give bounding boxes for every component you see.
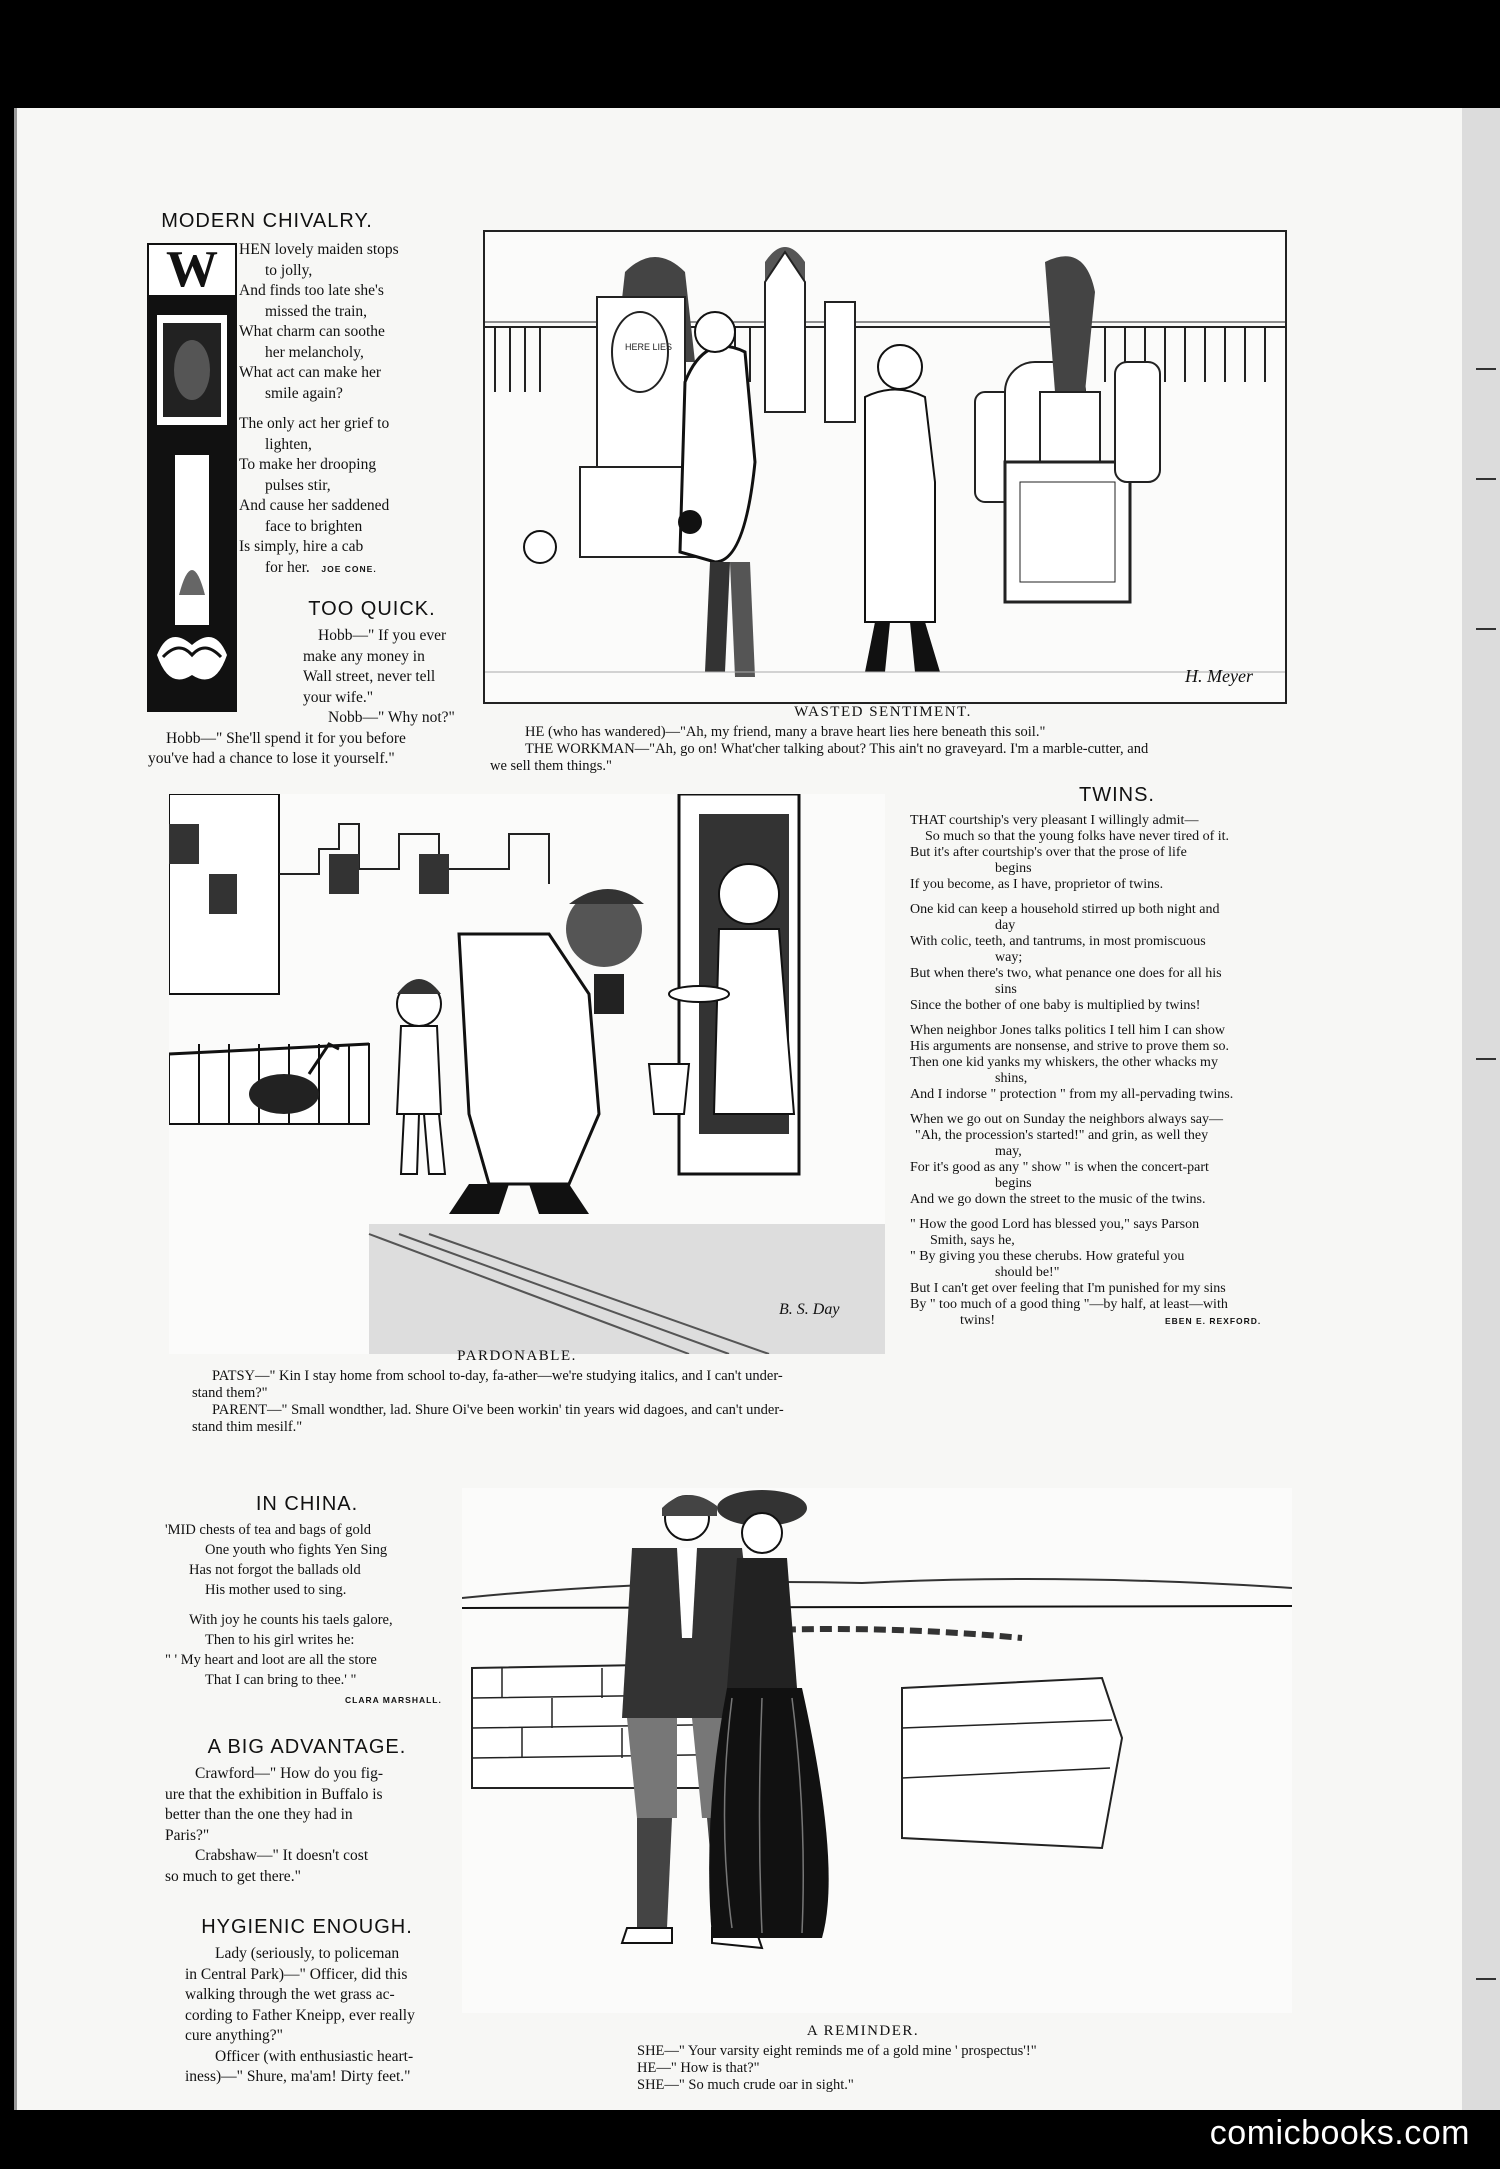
poem-line: His mother used to sing. <box>205 1582 347 1598</box>
caption-line: SHE—" So much crude oar in sight." <box>637 2077 854 2093</box>
author-credit: JOE CONE. <box>321 563 377 574</box>
dropcap-letter: W <box>149 245 235 295</box>
poem-line: One youth who fights Yen Sing <box>205 1542 388 1558</box>
dialogue-line: Lady (seriously, to policeman <box>215 1945 400 1962</box>
poem-line: To make her drooping <box>239 456 377 473</box>
poem-line: When neighbor Jones talks politics I tell him I can show <box>910 1023 1225 1038</box>
dialogue-line: ure that the exhibition in Buffalo is <box>165 1785 383 1803</box>
wasted-sentiment-title: WASTED SENTIMENT. <box>794 704 972 720</box>
caption-line: THE WORKMAN—"Ah, go on! What'cher talking about? This ain't no graveyard. I'm a marble-cutter, and <box>525 741 1149 757</box>
too-quick-text <box>148 626 488 770</box>
poem-line: Is simply, hire a cab <box>239 538 364 555</box>
poem-line: " ' My heart and loot are all the store <box>165 1652 377 1668</box>
pardonable-caption <box>192 1368 912 1436</box>
poem-line: way; <box>995 950 1023 965</box>
caption-line: stand thim mesilf." <box>192 1419 303 1435</box>
poem-line: But it's after courtship's over that the prose of life <box>910 845 1187 860</box>
caption-line: SHE—" Your varsity eight reminds me of a gold mine ' prospectus'!" <box>637 2043 1037 2059</box>
wasted-sentiment-illustration <box>483 230 1287 704</box>
caption-line: PARENT—" Small wondther, lad. Shure Oi've been workin' tin years wid dagoes, and can't under- <box>212 1402 784 1418</box>
dialogue-line: Crabshaw—" It doesn't cost <box>195 1847 369 1864</box>
twins-poem <box>910 813 1330 1329</box>
reminder-title: A REMINDER. <box>806 2023 920 2039</box>
big-advantage-text <box>165 1764 465 1887</box>
poem-line: HEN lovely maiden stops <box>239 241 399 258</box>
in-china-title: IN CHINA. <box>255 1493 359 1515</box>
reminder-caption <box>637 2043 1277 2094</box>
modern-chivalry-poem <box>239 240 484 579</box>
caption-line: HE (who has wandered)—"Ah, my friend, many a brave heart lies here beneath this soil." <box>525 724 1046 740</box>
pardonable-illustration <box>169 794 885 1354</box>
poem-line: The only act her grief to <box>239 415 390 432</box>
poem-line: twins! EBEN E. REXFORD. <box>960 1313 1262 1328</box>
artist-signature: H. Meyer <box>1185 666 1253 686</box>
twins-title: TWINS. <box>1079 784 1155 806</box>
poem-line: If you become, as I have, proprietor of twins. <box>910 877 1164 892</box>
caption-line: PATSY—" Kin I stay home from school to-day, fa-ather—we're studying italics, and I can't under- <box>212 1368 783 1384</box>
poem-line: Smith, says he, <box>930 1233 1015 1248</box>
poem-line: And we go down the street to the music of the twins. <box>910 1192 1206 1207</box>
poem-line: THAT courtship's very pleasant I willingly admit— <box>910 813 1199 828</box>
poem-line: missed the train, <box>265 302 368 320</box>
dialogue-line: walking through the wet grass ac- <box>185 1986 395 2003</box>
poem-line: Since the bother of one baby is multiplied by twins! <box>910 998 1201 1013</box>
dialogue-line: iness)—" Shure, ma'am! Dirty feet." <box>185 2068 411 2085</box>
dialogue-line: Hobb—" If you ever <box>318 627 447 644</box>
poem-line: And I indorse " protection " from my all-pervading twins. <box>910 1087 1234 1102</box>
dialogue-line: Nobb—" Why not?" <box>328 709 455 726</box>
poem-line: face to brighten <box>265 517 363 535</box>
caption-line: HE—" How is that?" <box>637 2060 760 2076</box>
in-china-poem <box>165 1520 465 1710</box>
poem-line: for her. JOE CONE. <box>265 558 377 576</box>
dialogue-line: you've had a chance to lose it yourself." <box>148 750 395 767</box>
pardonable-title: PARDONABLE. <box>457 1348 577 1364</box>
poem-line: pulses stir, <box>265 476 331 494</box>
author-credit: CLARA MARSHALL. <box>345 1695 442 1705</box>
dialogue-line: in Central Park)—" Officer, did this <box>185 1965 408 1983</box>
poem-line: " By giving you these cherubs. How grateful you <box>910 1249 1185 1264</box>
hygienic-enough-text <box>165 1944 465 2088</box>
poem-line: should be!" <box>995 1265 1060 1280</box>
poem-line: begins <box>995 1176 1032 1191</box>
poem-line: lighten, <box>265 435 312 453</box>
poem-line: begins <box>995 861 1032 876</box>
big-advantage-title: A BIG ADVANTAGE. <box>207 1736 407 1758</box>
poem-line: And cause her saddened <box>239 497 390 514</box>
poem-line: day <box>995 918 1016 933</box>
adjacent-page-edge <box>1462 108 1500 2110</box>
poem-line: to jolly, <box>265 261 313 279</box>
too-quick-title: TOO QUICK. <box>308 598 436 620</box>
caption-line: stand them?" <box>192 1385 268 1401</box>
poem-line: When we go out on Sunday the neighbors always say— <box>910 1112 1223 1127</box>
poem-line: Has not forgot the ballads old <box>189 1562 361 1578</box>
poem-line: One kid can keep a household stirred up both night and <box>910 902 1220 917</box>
poem-line: But when there's two, what penance one does for all his <box>910 966 1222 981</box>
dialogue-line: make any money in <box>303 647 425 665</box>
hygienic-enough-title: HYGIENIC ENOUGH. <box>201 1916 413 1938</box>
poem-line: That I can bring to thee.' " <box>205 1672 357 1688</box>
dialogue-line: your wife." <box>303 688 374 706</box>
site-watermark: comicbooks.com <box>1209 2114 1470 2152</box>
wasted-sentiment-caption <box>490 724 1340 775</box>
poem-line: Then one kid yanks my whiskers, the other whacks my <box>910 1055 1218 1070</box>
poem-line: " How the good Lord has blessed you," says Parson <box>910 1217 1200 1232</box>
poem-line: Then to his girl writes he: <box>205 1632 355 1648</box>
poem-line: And finds too late she's <box>239 282 384 299</box>
poem-line: So much so that the young folks have never tired of it. <box>925 829 1230 844</box>
poem-line: her melancholy, <box>265 343 364 361</box>
poem-line: What charm can soothe <box>239 323 385 340</box>
dialogue-line: cording to Father Kneipp, ever really <box>185 2006 415 2024</box>
dialogue-line: Crawford—" How do you fig- <box>195 1765 383 1782</box>
artist-signature: B. S. Day <box>779 1301 840 1318</box>
poem-line: smile again? <box>265 384 343 402</box>
poem-line: With colic, teeth, and tantrums, in most promiscuous <box>910 934 1206 949</box>
dialogue-line: cure anything?" <box>185 2027 283 2044</box>
dialogue-line: so much to get there." <box>165 1867 301 1885</box>
tombstone-inscription: HERE LIES <box>625 342 673 352</box>
poem-line: 'MID chests of tea and bags of gold <box>165 1522 371 1538</box>
poem-line: may, <box>995 1144 1022 1159</box>
poem-line: sins <box>995 982 1017 997</box>
poem-line: His arguments are nonsense, and strive to prove them so. <box>910 1039 1229 1054</box>
reminder-illustration <box>462 1488 1292 2013</box>
modern-chivalry-title: MODERN CHIVALRY. <box>161 210 373 232</box>
poem-line: "Ah, the procession's started!" and grin, as well they <box>915 1128 1209 1143</box>
poem-line: By " too much of a good thing "—by half, at least—with <box>910 1297 1228 1312</box>
poem-line: But I can't get over feeling that I'm punished for my sins <box>910 1281 1226 1296</box>
poem-line: For it's good as any " show " is when the concert-part <box>910 1160 1209 1175</box>
caption-line: we sell them things." <box>490 758 612 774</box>
author-credit: EBEN E. REXFORD. <box>1165 1316 1262 1326</box>
magazine-page <box>14 108 1463 2110</box>
dialogue-line: Hobb—" She'll spend it for you before <box>166 729 406 747</box>
dialogue-line: Officer (with enthusiastic heart- <box>215 2047 414 2065</box>
poem-line: shins, <box>995 1071 1028 1086</box>
dialogue-line: Paris?" <box>165 1826 210 1844</box>
dialogue-line: better than the one they had in <box>165 1806 353 1823</box>
poem-line: What act can make her <box>239 364 381 381</box>
poem-line: With joy he counts his taels galore, <box>189 1612 393 1628</box>
dialogue-line: Wall street, never tell <box>303 668 436 685</box>
